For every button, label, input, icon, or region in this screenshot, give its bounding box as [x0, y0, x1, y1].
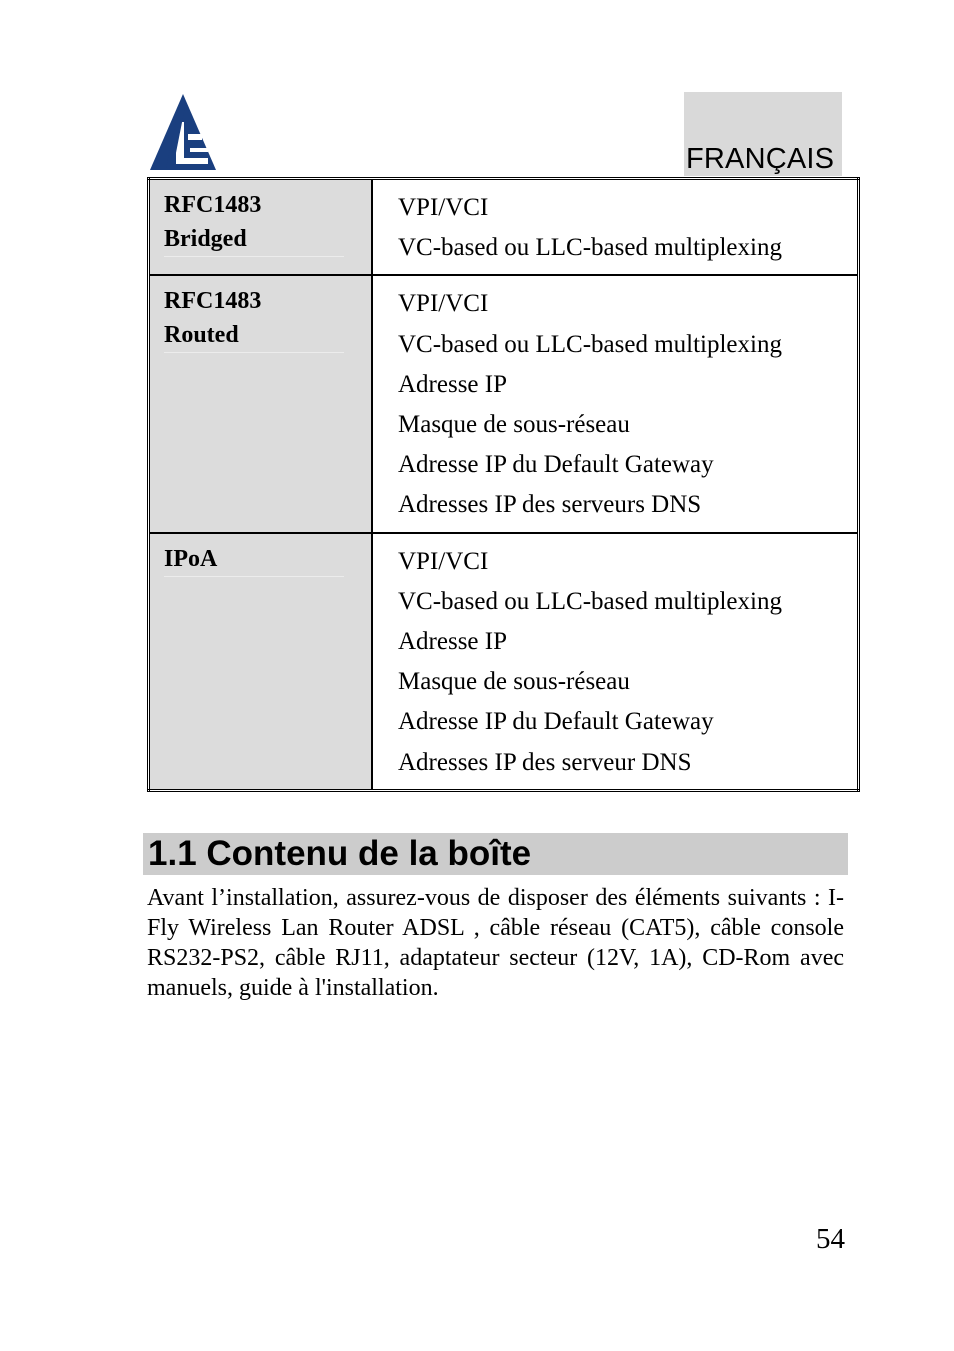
- language-tab: [684, 92, 842, 176]
- mode-label-line: Routed: [164, 322, 239, 349]
- param-item: Masque de sous-réseau: [398, 668, 630, 696]
- param-item: Adresses IP des serveur DNS: [398, 748, 692, 776]
- mode-label: [164, 284, 344, 353]
- param-item: VC-based ou LLC-based multiplexing: [398, 234, 782, 262]
- page-number: 54: [816, 1223, 845, 1255]
- param-item: VC-based ou LLC-based multiplexing: [398, 330, 782, 358]
- param-item: Adresse IP: [398, 628, 508, 656]
- param-item: VPI/VCI: [398, 290, 489, 318]
- param-item: VC-based ou LLC-based multiplexing: [398, 587, 782, 615]
- section-title: 1.1 Contenu de la boîte: [148, 834, 532, 873]
- param-item: Adresse IP du Default Gateway: [398, 451, 714, 479]
- mode-label: [164, 188, 344, 257]
- section-heading-bar: [143, 833, 848, 875]
- connection-modes-table: [147, 177, 860, 792]
- mode-label-line: RFC1483: [164, 192, 262, 218]
- param-item: VPI/VCI: [398, 547, 489, 575]
- param-item: Adresse IP: [398, 370, 508, 398]
- table-row: [149, 179, 859, 276]
- param-item: Masque de sous-réseau: [398, 411, 630, 439]
- mode-label-line: RFC1483: [164, 288, 262, 315]
- mode-cell: [149, 179, 373, 276]
- language-tab-label: FRANÇAIS: [686, 143, 835, 175]
- mode-cell: [149, 533, 373, 791]
- params-cell: [372, 179, 859, 276]
- params-cell: [372, 275, 859, 532]
- param-item: VPI/VCI: [398, 194, 489, 221]
- params-cell: [372, 533, 859, 791]
- param-item: Adresses IP des serveurs DNS: [398, 491, 702, 519]
- mode-cell: [149, 275, 373, 532]
- param-item: Adresse IP du Default Gateway: [398, 708, 714, 736]
- table-row: [149, 533, 859, 791]
- section-body-text: Avant l’installation, assurez-vous de disposer des éléments suivants : I-Fly Wireless Lan Router ADSL , câble réseau (CAT5), câble console RS232-PS2, câble RJ11, adaptateur secteur (12V, 1A), CD-Rom avec manuels, guide à l'installation.: [147, 885, 844, 1001]
- atlantis-logo-icon: [146, 92, 220, 172]
- mode-label-line: Bridged: [164, 226, 247, 252]
- mode-label-line: IPoA: [164, 545, 218, 572]
- mode-label: [164, 542, 344, 577]
- table-row: [149, 275, 859, 532]
